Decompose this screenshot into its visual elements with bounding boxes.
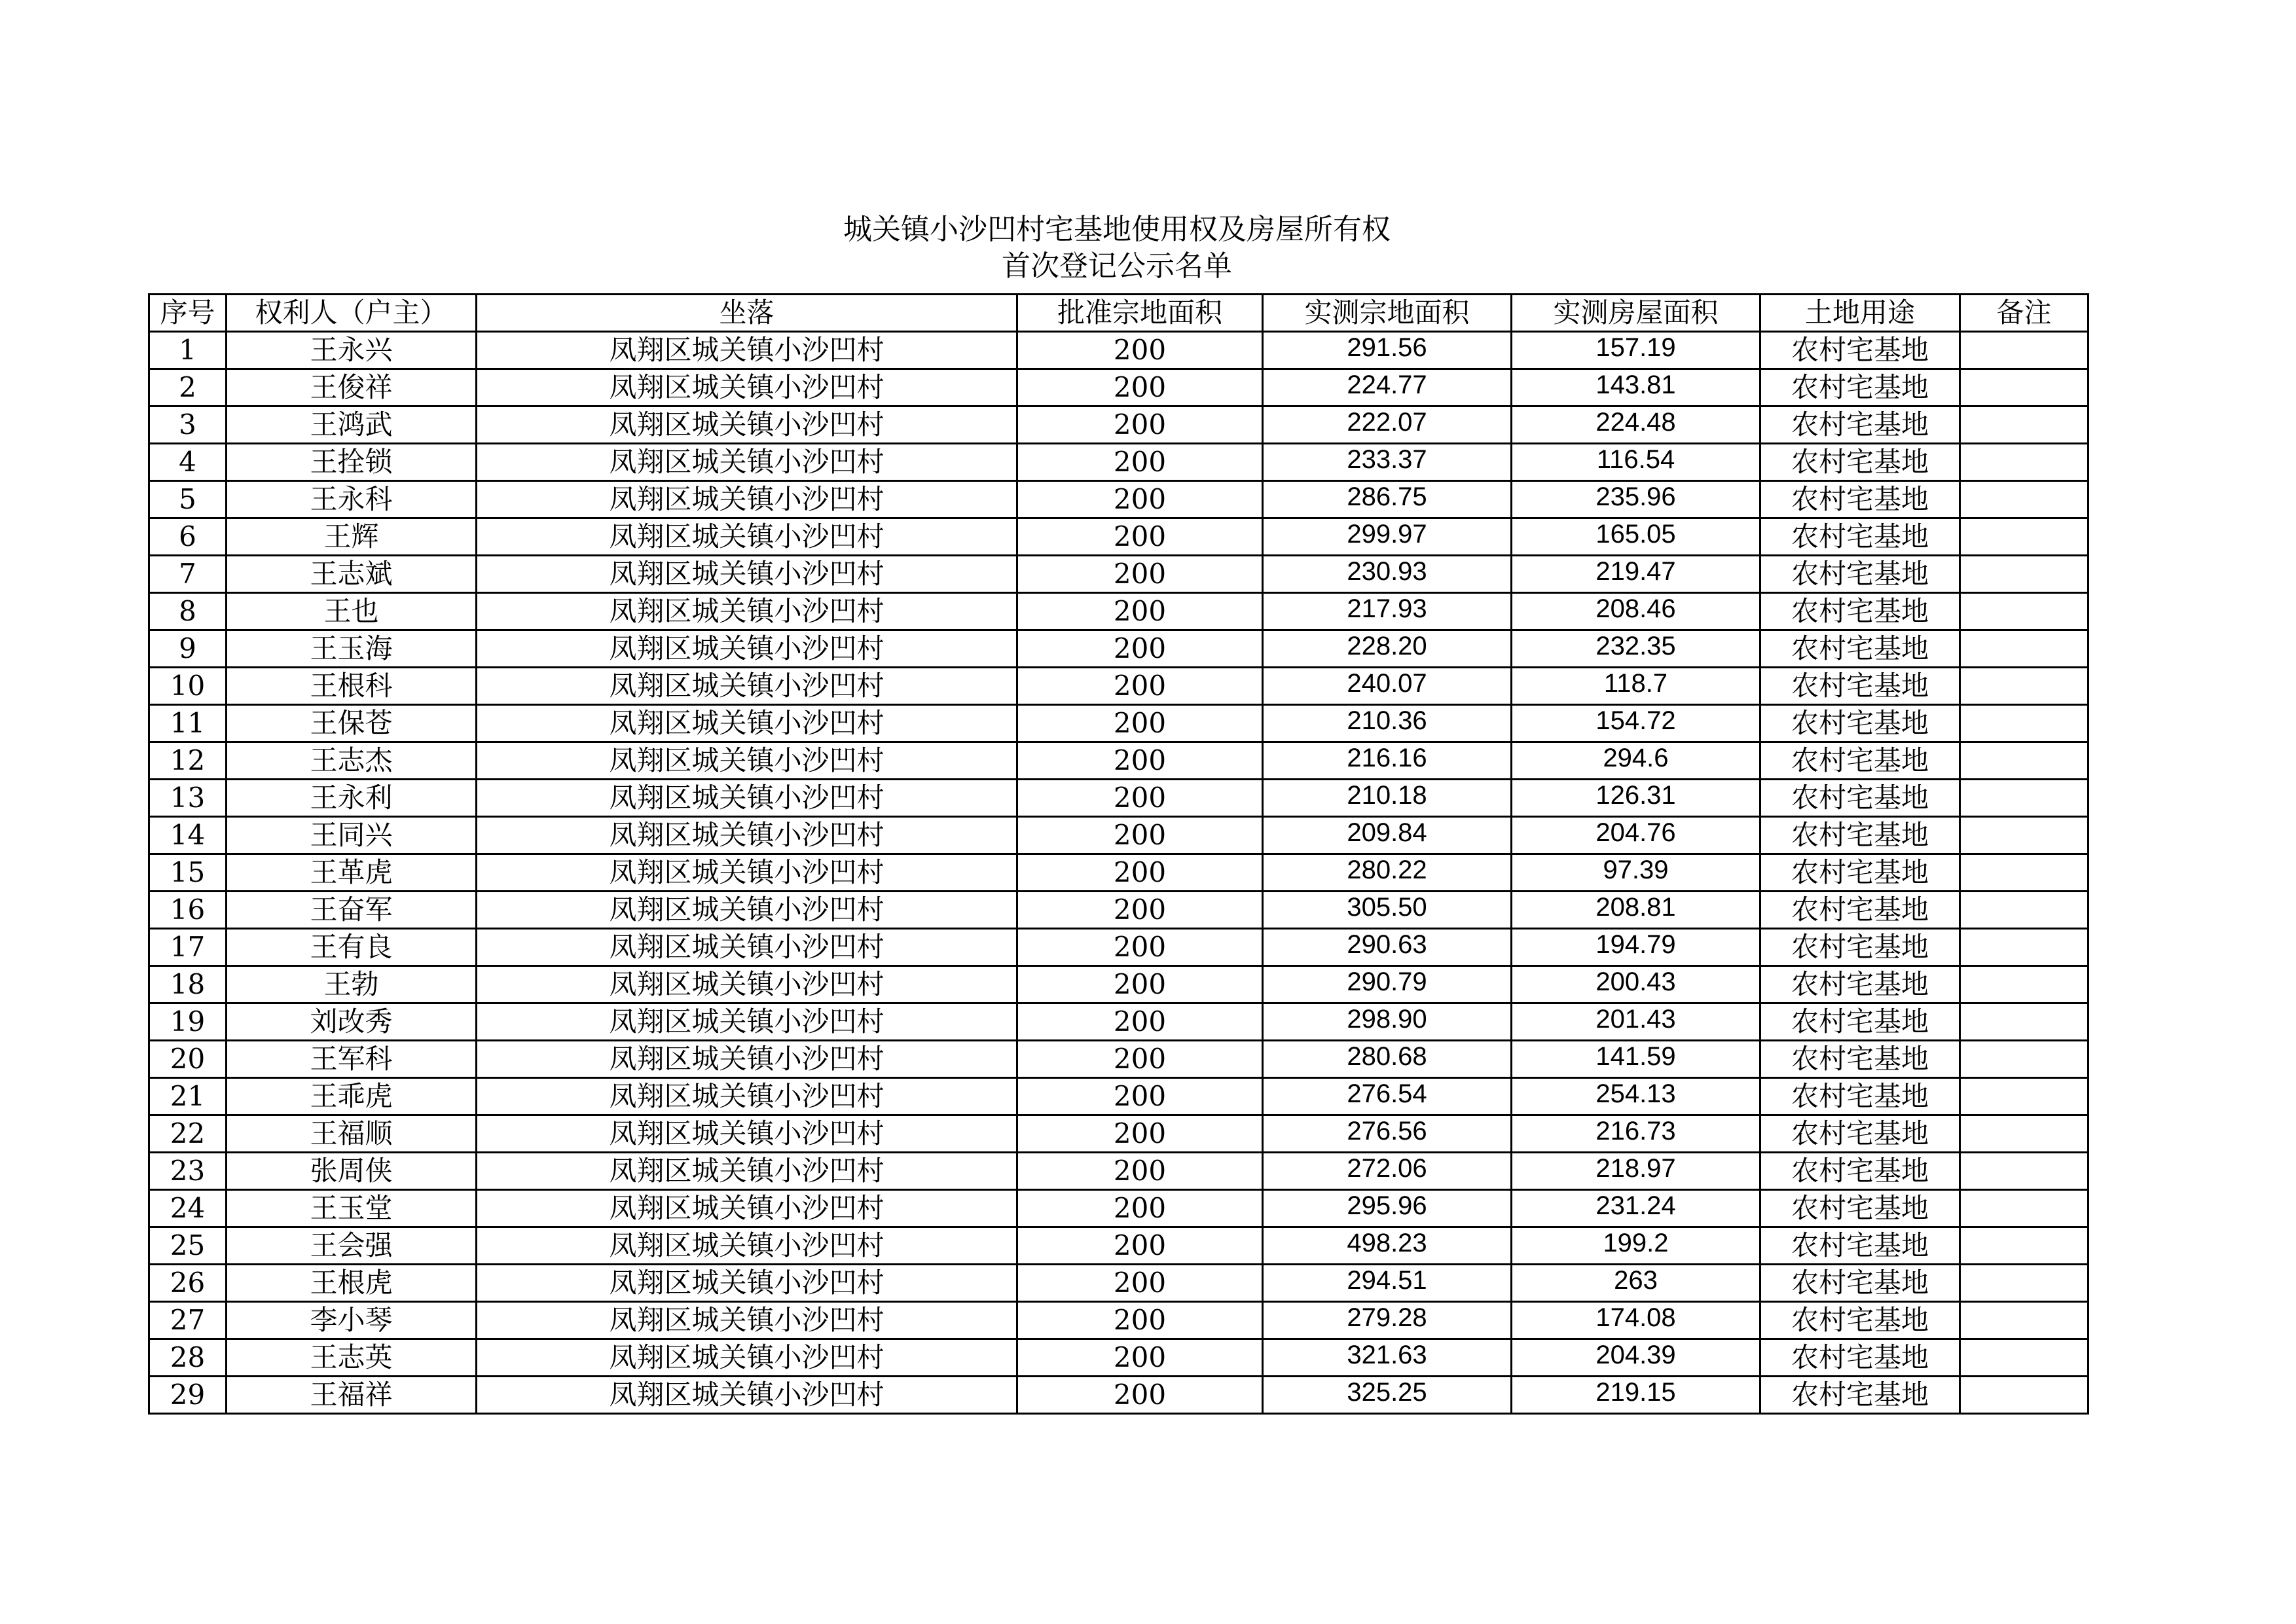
cell-measured-house-area: 200.43 — [1512, 966, 1760, 1003]
cell-measured-house-area: 201.43 — [1512, 1003, 1760, 1041]
cell-approved-area: 200 — [1017, 1078, 1263, 1115]
cell-approved-area: 200 — [1017, 668, 1263, 705]
cell-note — [1960, 817, 2088, 854]
cell-owner: 王永利 — [227, 780, 477, 817]
cell-approved-area: 200 — [1017, 518, 1263, 556]
cell-measured-house-area: 194.79 — [1512, 929, 1760, 966]
cell-measured-land-area: 321.63 — [1263, 1339, 1512, 1377]
cell-land-use: 农村宅基地 — [1760, 1302, 1960, 1339]
cell-note — [1960, 332, 2088, 369]
cell-measured-land-area: 210.18 — [1263, 780, 1512, 817]
cell-no: 2 — [149, 369, 227, 406]
cell-measured-house-area: 118.7 — [1512, 668, 1760, 705]
cell-measured-house-area: 154.72 — [1512, 705, 1760, 742]
cell-land-use: 农村宅基地 — [1760, 593, 1960, 630]
cell-measured-land-area: 222.07 — [1263, 406, 1512, 444]
table-row — [149, 518, 2088, 556]
cell-measured-house-area: 224.48 — [1512, 406, 1760, 444]
table-row — [149, 1190, 2088, 1227]
cell-no: 15 — [149, 854, 227, 892]
cell-measured-land-area: 228.20 — [1263, 630, 1512, 668]
cell-no: 21 — [149, 1078, 227, 1115]
cell-location: 凤翔区城关镇小沙凹村 — [477, 1190, 1017, 1227]
cell-measured-house-area: 143.81 — [1512, 369, 1760, 406]
cell-land-use: 农村宅基地 — [1760, 518, 1960, 556]
cell-location: 凤翔区城关镇小沙凹村 — [477, 1153, 1017, 1190]
cell-approved-area: 200 — [1017, 780, 1263, 817]
cell-location: 凤翔区城关镇小沙凹村 — [477, 518, 1017, 556]
cell-land-use: 农村宅基地 — [1760, 929, 1960, 966]
cell-location: 凤翔区城关镇小沙凹村 — [477, 630, 1017, 668]
cell-land-use: 农村宅基地 — [1760, 1078, 1960, 1115]
cell-no: 9 — [149, 630, 227, 668]
cell-note — [1960, 1302, 2088, 1339]
cell-measured-house-area: 116.54 — [1512, 444, 1760, 481]
cell-measured-land-area: 299.97 — [1263, 518, 1512, 556]
table-row — [149, 1041, 2088, 1078]
cell-approved-area: 200 — [1017, 1265, 1263, 1302]
cell-approved-area: 200 — [1017, 1302, 1263, 1339]
cell-measured-house-area: 219.15 — [1512, 1377, 1760, 1414]
cell-owner: 王同兴 — [227, 817, 477, 854]
cell-no: 22 — [149, 1115, 227, 1153]
cell-land-use: 农村宅基地 — [1760, 1190, 1960, 1227]
cell-measured-land-area: 498.23 — [1263, 1227, 1512, 1265]
cell-location: 凤翔区城关镇小沙凹村 — [477, 1078, 1017, 1115]
cell-note — [1960, 630, 2088, 668]
cell-no: 23 — [149, 1153, 227, 1190]
cell-land-use: 农村宅基地 — [1760, 332, 1960, 369]
cell-note — [1960, 369, 2088, 406]
cell-owner: 王乖虎 — [227, 1078, 477, 1115]
table-row — [149, 1003, 2088, 1041]
cell-no: 4 — [149, 444, 227, 481]
cell-approved-area: 200 — [1017, 444, 1263, 481]
cell-no: 28 — [149, 1339, 227, 1377]
cell-measured-land-area: 305.50 — [1263, 892, 1512, 929]
table-row — [149, 668, 2088, 705]
cell-measured-house-area: 141.59 — [1512, 1041, 1760, 1078]
cell-measured-house-area: 126.31 — [1512, 780, 1760, 817]
cell-owner: 王永兴 — [227, 332, 477, 369]
cell-owner: 王有良 — [227, 929, 477, 966]
cell-no: 25 — [149, 1227, 227, 1265]
cell-owner: 王根虎 — [227, 1265, 477, 1302]
cell-measured-land-area: 295.96 — [1263, 1190, 1512, 1227]
cell-location: 凤翔区城关镇小沙凹村 — [477, 1041, 1017, 1078]
cell-no: 26 — [149, 1265, 227, 1302]
cell-land-use: 农村宅基地 — [1760, 817, 1960, 854]
cell-owner: 王志杰 — [227, 742, 477, 780]
table-row — [149, 481, 2088, 518]
cell-measured-land-area: 280.22 — [1263, 854, 1512, 892]
cell-owner: 王也 — [227, 593, 477, 630]
cell-owner: 王玉海 — [227, 630, 477, 668]
table-row — [149, 1078, 2088, 1115]
cell-no: 11 — [149, 705, 227, 742]
cell-measured-land-area: 276.56 — [1263, 1115, 1512, 1153]
cell-location: 凤翔区城关镇小沙凹村 — [477, 444, 1017, 481]
cell-location: 凤翔区城关镇小沙凹村 — [477, 780, 1017, 817]
cell-measured-house-area: 231.24 — [1512, 1190, 1760, 1227]
cell-location: 凤翔区城关镇小沙凹村 — [477, 1339, 1017, 1377]
cell-note — [1960, 518, 2088, 556]
cell-measured-land-area: 210.36 — [1263, 705, 1512, 742]
cell-owner: 王福祥 — [227, 1377, 477, 1414]
table-row — [149, 892, 2088, 929]
cell-approved-area: 200 — [1017, 892, 1263, 929]
cell-location: 凤翔区城关镇小沙凹村 — [477, 369, 1017, 406]
table-row — [149, 369, 2088, 406]
cell-measured-house-area: 216.73 — [1512, 1115, 1760, 1153]
cell-measured-land-area: 272.06 — [1263, 1153, 1512, 1190]
cell-no: 24 — [149, 1190, 227, 1227]
cell-approved-area: 200 — [1017, 1227, 1263, 1265]
cell-approved-area: 200 — [1017, 1115, 1263, 1153]
cell-land-use: 农村宅基地 — [1760, 780, 1960, 817]
cell-measured-land-area: 230.93 — [1263, 556, 1512, 593]
col-header-note: 备注 — [1960, 295, 2088, 332]
cell-land-use: 农村宅基地 — [1760, 481, 1960, 518]
table-row — [149, 332, 2088, 369]
cell-note — [1960, 1115, 2088, 1153]
cell-measured-house-area: 219.47 — [1512, 556, 1760, 593]
cell-measured-house-area: 204.76 — [1512, 817, 1760, 854]
cell-land-use: 农村宅基地 — [1760, 1265, 1960, 1302]
col-header-approved-area: 批准宗地面积 — [1017, 295, 1263, 332]
cell-measured-land-area: 290.79 — [1263, 966, 1512, 1003]
table-row — [149, 1339, 2088, 1377]
cell-owner: 王勃 — [227, 966, 477, 1003]
cell-note — [1960, 1339, 2088, 1377]
cell-owner: 王辉 — [227, 518, 477, 556]
cell-note — [1960, 780, 2088, 817]
cell-approved-area: 200 — [1017, 1003, 1263, 1041]
cell-note — [1960, 1265, 2088, 1302]
cell-land-use: 农村宅基地 — [1760, 406, 1960, 444]
cell-approved-area: 200 — [1017, 1339, 1263, 1377]
table-header-row — [149, 295, 2088, 332]
cell-note — [1960, 1190, 2088, 1227]
cell-measured-house-area: 232.35 — [1512, 630, 1760, 668]
col-header-no: 序号 — [149, 295, 227, 332]
cell-measured-house-area: 174.08 — [1512, 1302, 1760, 1339]
cell-note — [1960, 556, 2088, 593]
col-header-measured-house-area: 实测房屋面积 — [1512, 295, 1760, 332]
cell-location: 凤翔区城关镇小沙凹村 — [477, 1115, 1017, 1153]
cell-measured-land-area: 325.25 — [1263, 1377, 1512, 1414]
table-row — [149, 406, 2088, 444]
cell-location: 凤翔区城关镇小沙凹村 — [477, 556, 1017, 593]
cell-measured-land-area: 224.77 — [1263, 369, 1512, 406]
cell-land-use: 农村宅基地 — [1760, 1377, 1960, 1414]
cell-location: 凤翔区城关镇小沙凹村 — [477, 1377, 1017, 1414]
cell-owner: 王玉堂 — [227, 1190, 477, 1227]
cell-no: 3 — [149, 406, 227, 444]
table-row — [149, 780, 2088, 817]
cell-owner: 王志斌 — [227, 556, 477, 593]
cell-note — [1960, 892, 2088, 929]
cell-measured-house-area: 294.6 — [1512, 742, 1760, 780]
cell-owner: 王革虎 — [227, 854, 477, 892]
cell-no: 29 — [149, 1377, 227, 1414]
table-row — [149, 1153, 2088, 1190]
cell-land-use: 农村宅基地 — [1760, 1153, 1960, 1190]
cell-note — [1960, 1227, 2088, 1265]
cell-land-use: 农村宅基地 — [1760, 742, 1960, 780]
cell-no: 17 — [149, 929, 227, 966]
cell-no: 10 — [149, 668, 227, 705]
cell-approved-area: 200 — [1017, 929, 1263, 966]
table-row — [149, 929, 2088, 966]
cell-no: 18 — [149, 966, 227, 1003]
cell-owner: 王俊祥 — [227, 369, 477, 406]
cell-measured-land-area: 280.68 — [1263, 1041, 1512, 1078]
col-header-measured-land-area: 实测宗地面积 — [1263, 295, 1512, 332]
cell-note — [1960, 668, 2088, 705]
cell-no: 19 — [149, 1003, 227, 1041]
cell-owner: 王保苍 — [227, 705, 477, 742]
cell-measured-house-area: 218.97 — [1512, 1153, 1760, 1190]
cell-land-use: 农村宅基地 — [1760, 892, 1960, 929]
cell-location: 凤翔区城关镇小沙凹村 — [477, 481, 1017, 518]
cell-approved-area: 200 — [1017, 593, 1263, 630]
cell-no: 20 — [149, 1041, 227, 1078]
cell-owner: 李小琴 — [227, 1302, 477, 1339]
cell-land-use: 农村宅基地 — [1760, 705, 1960, 742]
cell-note — [1960, 444, 2088, 481]
cell-approved-area: 200 — [1017, 630, 1263, 668]
table-body — [149, 332, 2088, 1414]
cell-no: 8 — [149, 593, 227, 630]
cell-measured-house-area: 157.19 — [1512, 332, 1760, 369]
cell-note — [1960, 742, 2088, 780]
cell-location: 凤翔区城关镇小沙凹村 — [477, 1302, 1017, 1339]
cell-location: 凤翔区城关镇小沙凹村 — [477, 593, 1017, 630]
cell-note — [1960, 1153, 2088, 1190]
cell-approved-area: 200 — [1017, 966, 1263, 1003]
cell-land-use: 农村宅基地 — [1760, 1339, 1960, 1377]
cell-location: 凤翔区城关镇小沙凹村 — [477, 1227, 1017, 1265]
cell-measured-land-area: 294.51 — [1263, 1265, 1512, 1302]
cell-measured-house-area: 235.96 — [1512, 481, 1760, 518]
cell-location: 凤翔区城关镇小沙凹村 — [477, 332, 1017, 369]
cell-owner: 王永科 — [227, 481, 477, 518]
cell-owner: 刘改秀 — [227, 1003, 477, 1041]
cell-measured-house-area: 165.05 — [1512, 518, 1760, 556]
cell-location: 凤翔区城关镇小沙凹村 — [477, 817, 1017, 854]
table-row — [149, 742, 2088, 780]
cell-location: 凤翔区城关镇小沙凹村 — [477, 929, 1017, 966]
cell-approved-area: 200 — [1017, 1190, 1263, 1227]
cell-approved-area: 200 — [1017, 817, 1263, 854]
cell-location: 凤翔区城关镇小沙凹村 — [477, 742, 1017, 780]
cell-approved-area: 200 — [1017, 705, 1263, 742]
cell-land-use: 农村宅基地 — [1760, 966, 1960, 1003]
cell-measured-land-area: 290.63 — [1263, 929, 1512, 966]
cell-note — [1960, 1377, 2088, 1414]
cell-measured-house-area: 208.46 — [1512, 593, 1760, 630]
cell-measured-land-area: 276.54 — [1263, 1078, 1512, 1115]
document-subtitle: 首次登记公示名单 — [1002, 249, 1232, 283]
table-row — [149, 1265, 2088, 1302]
cell-note — [1960, 1041, 2088, 1078]
cell-no: 14 — [149, 817, 227, 854]
cell-land-use: 农村宅基地 — [1760, 1003, 1960, 1041]
cell-note — [1960, 593, 2088, 630]
table-row — [149, 593, 2088, 630]
cell-owner: 王鸿武 — [227, 406, 477, 444]
cell-measured-house-area: 97.39 — [1512, 854, 1760, 892]
cell-note — [1960, 406, 2088, 444]
cell-measured-house-area: 204.39 — [1512, 1339, 1760, 1377]
cell-location: 凤翔区城关镇小沙凹村 — [477, 668, 1017, 705]
cell-land-use: 农村宅基地 — [1760, 1041, 1960, 1078]
cell-location: 凤翔区城关镇小沙凹村 — [477, 1265, 1017, 1302]
cell-no: 1 — [149, 332, 227, 369]
cell-no: 7 — [149, 556, 227, 593]
cell-land-use: 农村宅基地 — [1760, 556, 1960, 593]
cell-measured-house-area: 254.13 — [1512, 1078, 1760, 1115]
cell-measured-house-area: 199.2 — [1512, 1227, 1760, 1265]
cell-land-use: 农村宅基地 — [1760, 444, 1960, 481]
cell-land-use: 农村宅基地 — [1760, 369, 1960, 406]
cell-no: 13 — [149, 780, 227, 817]
cell-land-use: 农村宅基地 — [1760, 630, 1960, 668]
cell-note — [1960, 705, 2088, 742]
col-header-land-use: 土地用途 — [1760, 295, 1960, 332]
cell-owner: 王拴锁 — [227, 444, 477, 481]
cell-measured-house-area: 263 — [1512, 1265, 1760, 1302]
table-row — [149, 966, 2088, 1003]
cell-measured-land-area: 233.37 — [1263, 444, 1512, 481]
cell-land-use: 农村宅基地 — [1760, 668, 1960, 705]
cell-no: 5 — [149, 481, 227, 518]
table-row — [149, 1115, 2088, 1153]
cell-owner: 王根科 — [227, 668, 477, 705]
cell-location: 凤翔区城关镇小沙凹村 — [477, 892, 1017, 929]
cell-no: 6 — [149, 518, 227, 556]
col-header-owner: 权利人（户主） — [227, 295, 477, 332]
cell-no: 16 — [149, 892, 227, 929]
cell-approved-area: 200 — [1017, 1377, 1263, 1414]
cell-measured-house-area: 208.81 — [1512, 892, 1760, 929]
cell-approved-area: 200 — [1017, 332, 1263, 369]
col-header-location: 坐落 — [477, 295, 1017, 332]
cell-note — [1960, 481, 2088, 518]
cell-owner: 王奋军 — [227, 892, 477, 929]
cell-approved-area: 200 — [1017, 481, 1263, 518]
cell-measured-land-area: 286.75 — [1263, 481, 1512, 518]
table-row — [149, 444, 2088, 481]
cell-no: 27 — [149, 1302, 227, 1339]
table-row — [149, 1377, 2088, 1414]
cell-location: 凤翔区城关镇小沙凹村 — [477, 406, 1017, 444]
cell-owner: 张周侠 — [227, 1153, 477, 1190]
cell-approved-area: 200 — [1017, 369, 1263, 406]
document-title: 城关镇小沙凹村宅基地使用权及房屋所有权 — [843, 213, 1391, 246]
table-row — [149, 630, 2088, 668]
cell-note — [1960, 929, 2088, 966]
cell-note — [1960, 966, 2088, 1003]
cell-measured-land-area: 240.07 — [1263, 668, 1512, 705]
cell-no: 12 — [149, 742, 227, 780]
cell-measured-land-area: 298.90 — [1263, 1003, 1512, 1041]
cell-owner: 王志英 — [227, 1339, 477, 1377]
cell-location: 凤翔区城关镇小沙凹村 — [477, 966, 1017, 1003]
cell-approved-area: 200 — [1017, 406, 1263, 444]
cell-measured-land-area: 217.93 — [1263, 593, 1512, 630]
table-row — [149, 556, 2088, 593]
cell-location: 凤翔区城关镇小沙凹村 — [477, 854, 1017, 892]
table-row — [149, 817, 2088, 854]
cell-measured-land-area: 279.28 — [1263, 1302, 1512, 1339]
cell-approved-area: 200 — [1017, 1041, 1263, 1078]
cell-measured-land-area: 209.84 — [1263, 817, 1512, 854]
cell-note — [1960, 1078, 2088, 1115]
cell-measured-land-area: 291.56 — [1263, 332, 1512, 369]
cell-owner: 王福顺 — [227, 1115, 477, 1153]
cell-land-use: 农村宅基地 — [1760, 1227, 1960, 1265]
table-row — [149, 705, 2088, 742]
cell-measured-land-area: 216.16 — [1263, 742, 1512, 780]
cell-location: 凤翔区城关镇小沙凹村 — [477, 1003, 1017, 1041]
cell-note — [1960, 854, 2088, 892]
cell-approved-area: 200 — [1017, 1153, 1263, 1190]
table-row — [149, 1227, 2088, 1265]
cell-approved-area: 200 — [1017, 556, 1263, 593]
cell-approved-area: 200 — [1017, 854, 1263, 892]
cell-land-use: 农村宅基地 — [1760, 1115, 1960, 1153]
cell-note — [1960, 1003, 2088, 1041]
cell-owner: 王会强 — [227, 1227, 477, 1265]
table-row — [149, 854, 2088, 892]
table-row — [149, 1302, 2088, 1339]
cell-location: 凤翔区城关镇小沙凹村 — [477, 705, 1017, 742]
cell-owner: 王军科 — [227, 1041, 477, 1078]
registration-table — [148, 293, 2089, 1415]
cell-approved-area: 200 — [1017, 742, 1263, 780]
cell-land-use: 农村宅基地 — [1760, 854, 1960, 892]
